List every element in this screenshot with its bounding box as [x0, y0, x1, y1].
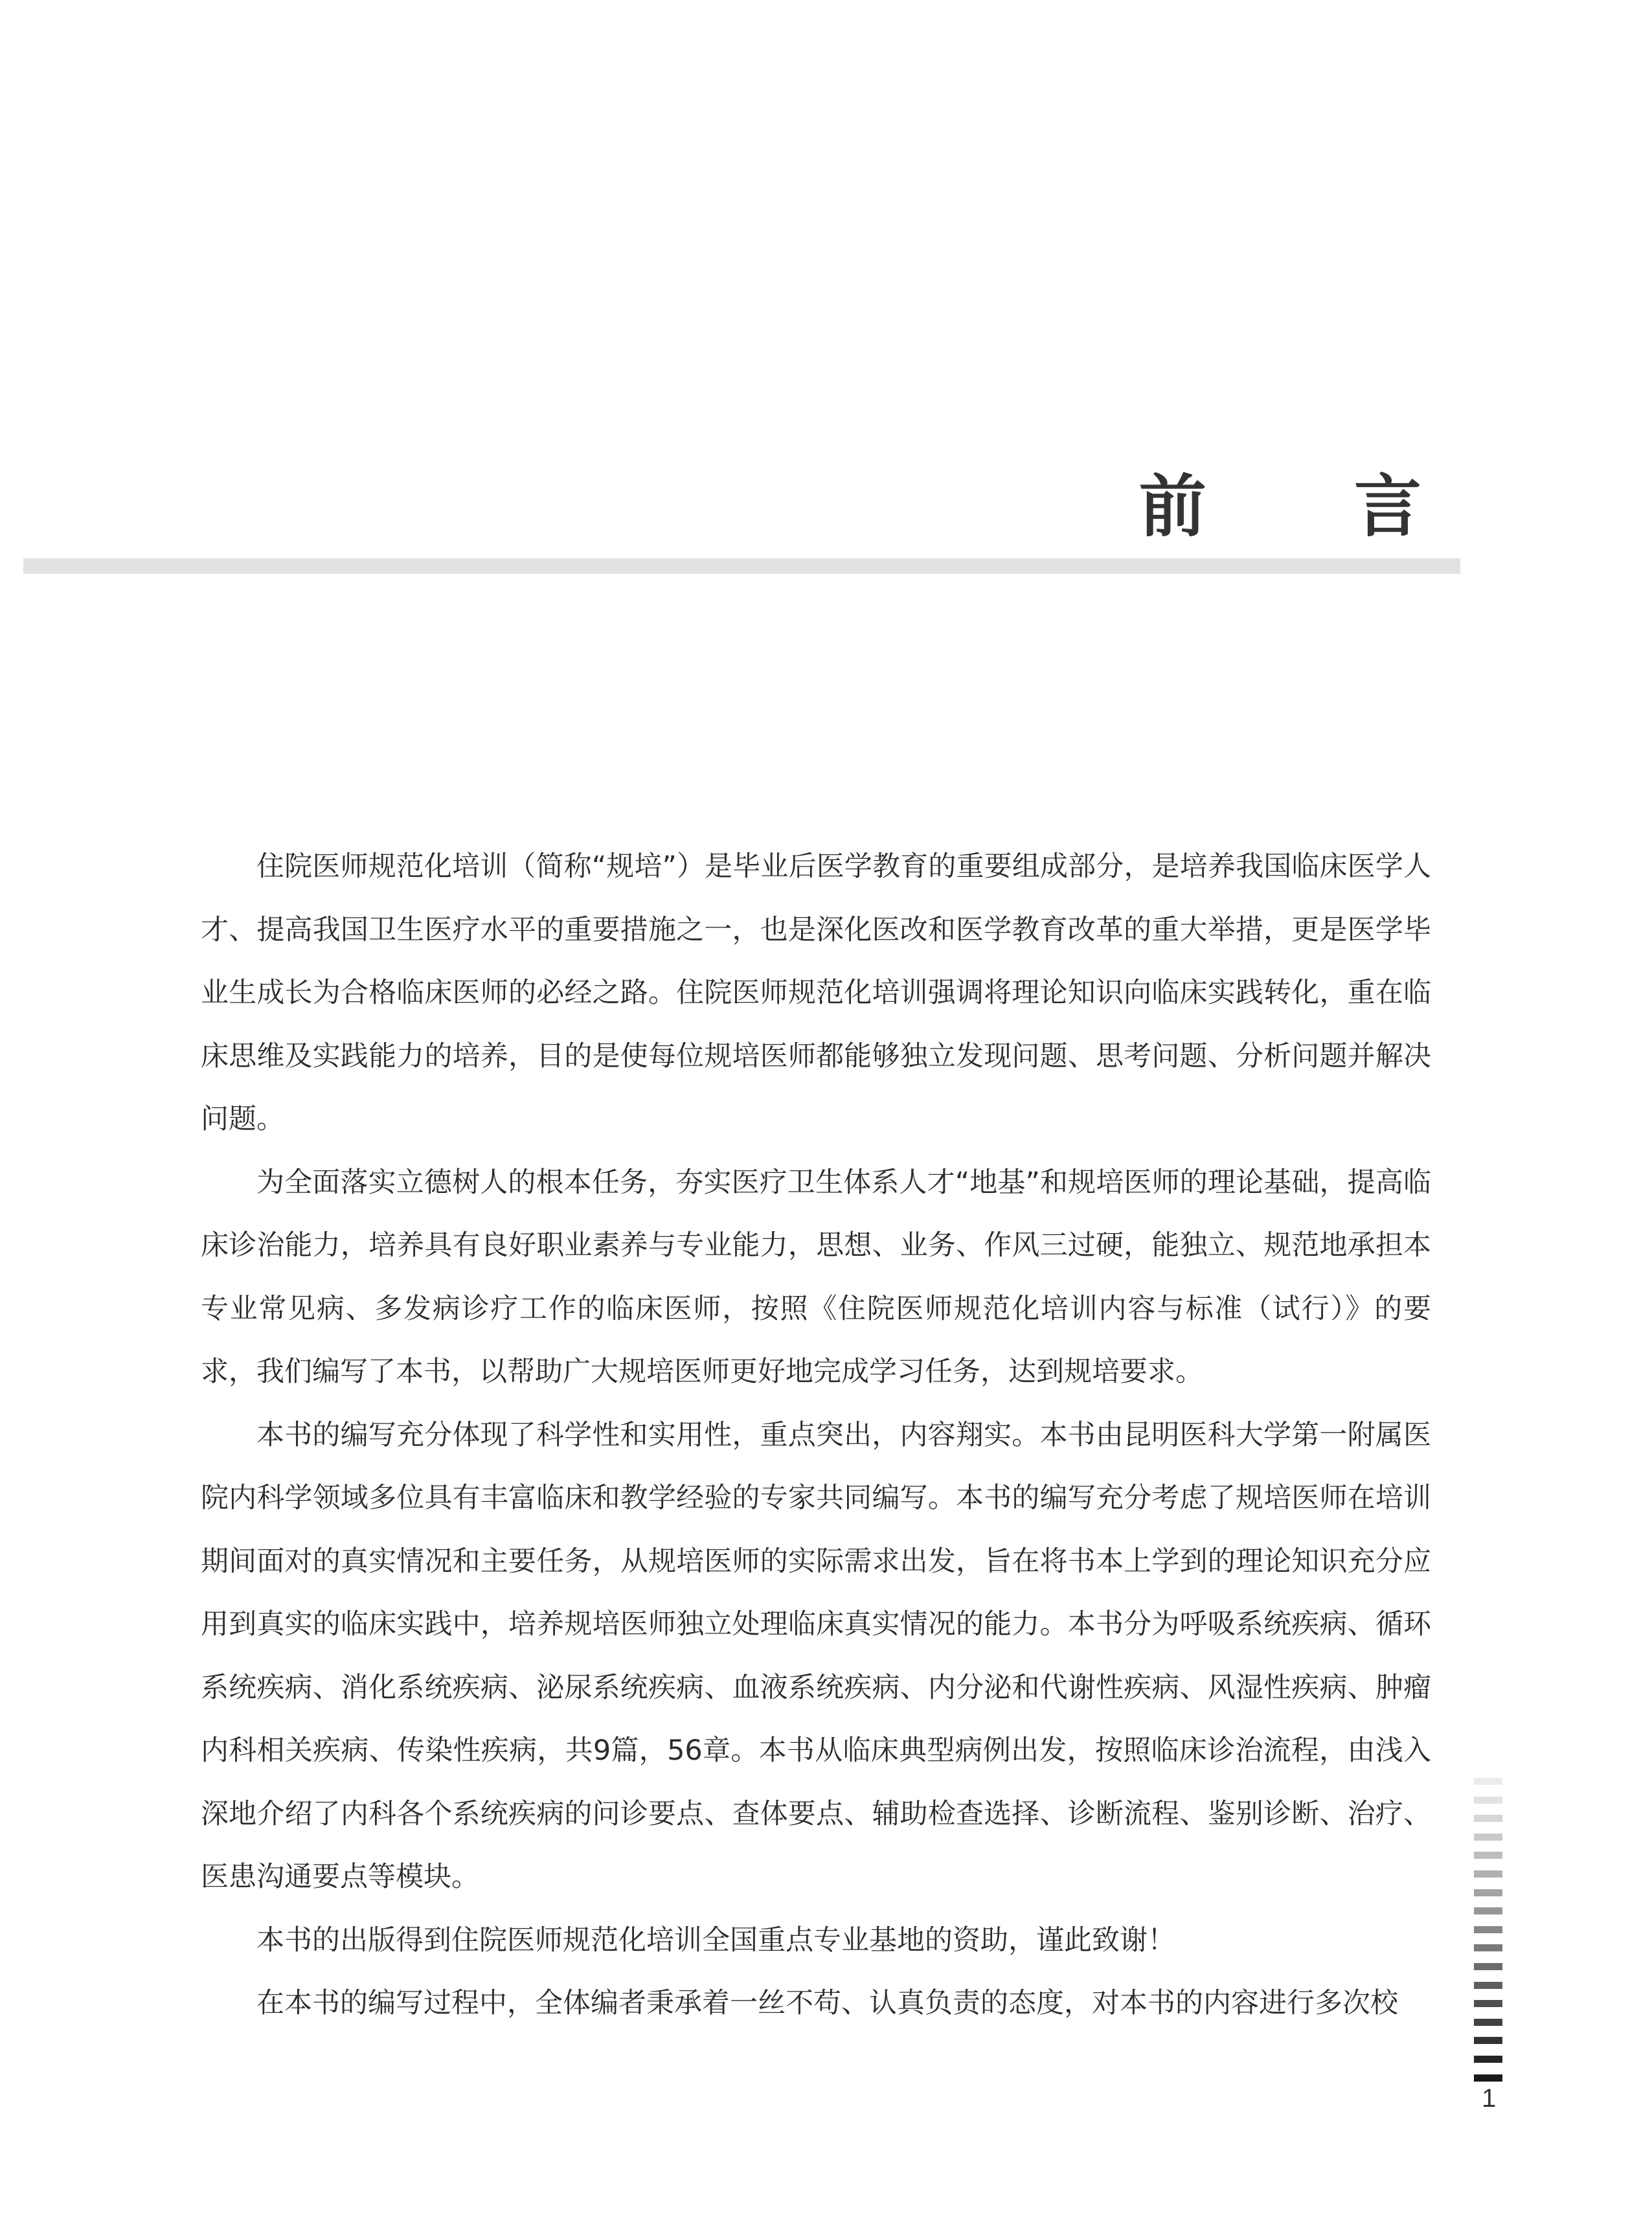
edge-mark [1474, 2037, 1502, 2044]
edge-mark [1474, 1815, 1502, 1822]
edge-mark [1474, 1889, 1502, 1896]
preface-body [201, 835, 1431, 2036]
edge-mark [1474, 1834, 1502, 1841]
paragraph: 本书的编写充分体现了科学性和实用性，重点突出，内容翔实。本书由昆明医科大学第一附属医院内科学领域多位具有丰富临床和教学经验的专家共同编写。本书的编写充分考虑了规培医师在培训期间面对的真实情况和主要任务，从规培医师的实际需求出发，旨在将书本上学到的理论知识充分应用到真实的临床实践中，培养规培医师独立处理临床真实情况的能力。本书分为呼吸系统疾病、循环系统疾病、消化系统疾病、泌尿系统疾病、血液系统疾病、内分泌和代谢性疾病、风湿性疾病、肿瘤内科相关疾病、传染性疾病，共9篇，56章。本书从临床典型病例出发，按照临床诊治流程，由浅入深地介绍了内科各个系统疾病的问诊要点、查体要点、辅助检查选择、诊断流程、鉴别诊断、治疗、医患沟通要点等模块。 [201, 1418, 1431, 1893]
edge-mark [1474, 2019, 1502, 2026]
paragraph: 在本书的编写过程中，全体编者秉承着一丝不苟、认真负责的态度，对本书的内容进行多次校 [256, 1987, 1398, 2019]
edge-mark [1474, 2000, 1502, 2007]
edge-mark [1474, 1797, 1502, 1804]
paragraph: 本书的出版得到住院医师规范化培训全国重点专业基地的资助，谨此致谢！ [256, 1924, 1175, 1957]
paragraph: 为全面落实立德树人的根本任务，夯实医疗卫生体系人才“地基”和规培医师的理论基础，提高临床诊治能力，培养具有良好职业素养与专业能力，思想、业务、作风三过硬，能独立、规范地承担本专业常见病、多发病诊疗工作的临床医师，按照《住院医师规范化培训内容与标准（试行）》的要求，我们编写了本书，以帮助广大规培医师更好地完成学习任务，达到规培要求。 [201, 1166, 1431, 1388]
edge-mark [1474, 1982, 1502, 1989]
edge-mark [1474, 1907, 1502, 1914]
edge-mark [1474, 1944, 1502, 1951]
edge-mark [1474, 1963, 1502, 1970]
edge-mark [1474, 1852, 1502, 1859]
paragraph: 住院医师规范化培训（简称“规培”）是毕业后医学教育的重要组成部分，是培养我国临床医学人才、提高我国卫生医疗水平的重要措施之一，也是深化医改和医学教育改革的重大举措，更是医学毕业生成长为合格临床医师的必经之路。住院医师规范化培训强调将理论知识向临床实践转化，重在临床思维及实践能力的培养，目的是使每位规培医师都能够独立发现问题、思考问题、分析问题并解决问题。 [201, 850, 1431, 1135]
page-edge-gradient-marks [1474, 1778, 1502, 2093]
page-number: 1 [1482, 2084, 1497, 2113]
edge-mark [1474, 2056, 1502, 2063]
edge-mark [1474, 1926, 1502, 1933]
title-underline-bar [23, 558, 1460, 574]
page-title: 前 言 [1138, 467, 1484, 546]
edge-mark [1474, 2074, 1502, 2082]
edge-mark [1474, 1870, 1502, 1878]
edge-mark [1474, 1778, 1502, 1785]
